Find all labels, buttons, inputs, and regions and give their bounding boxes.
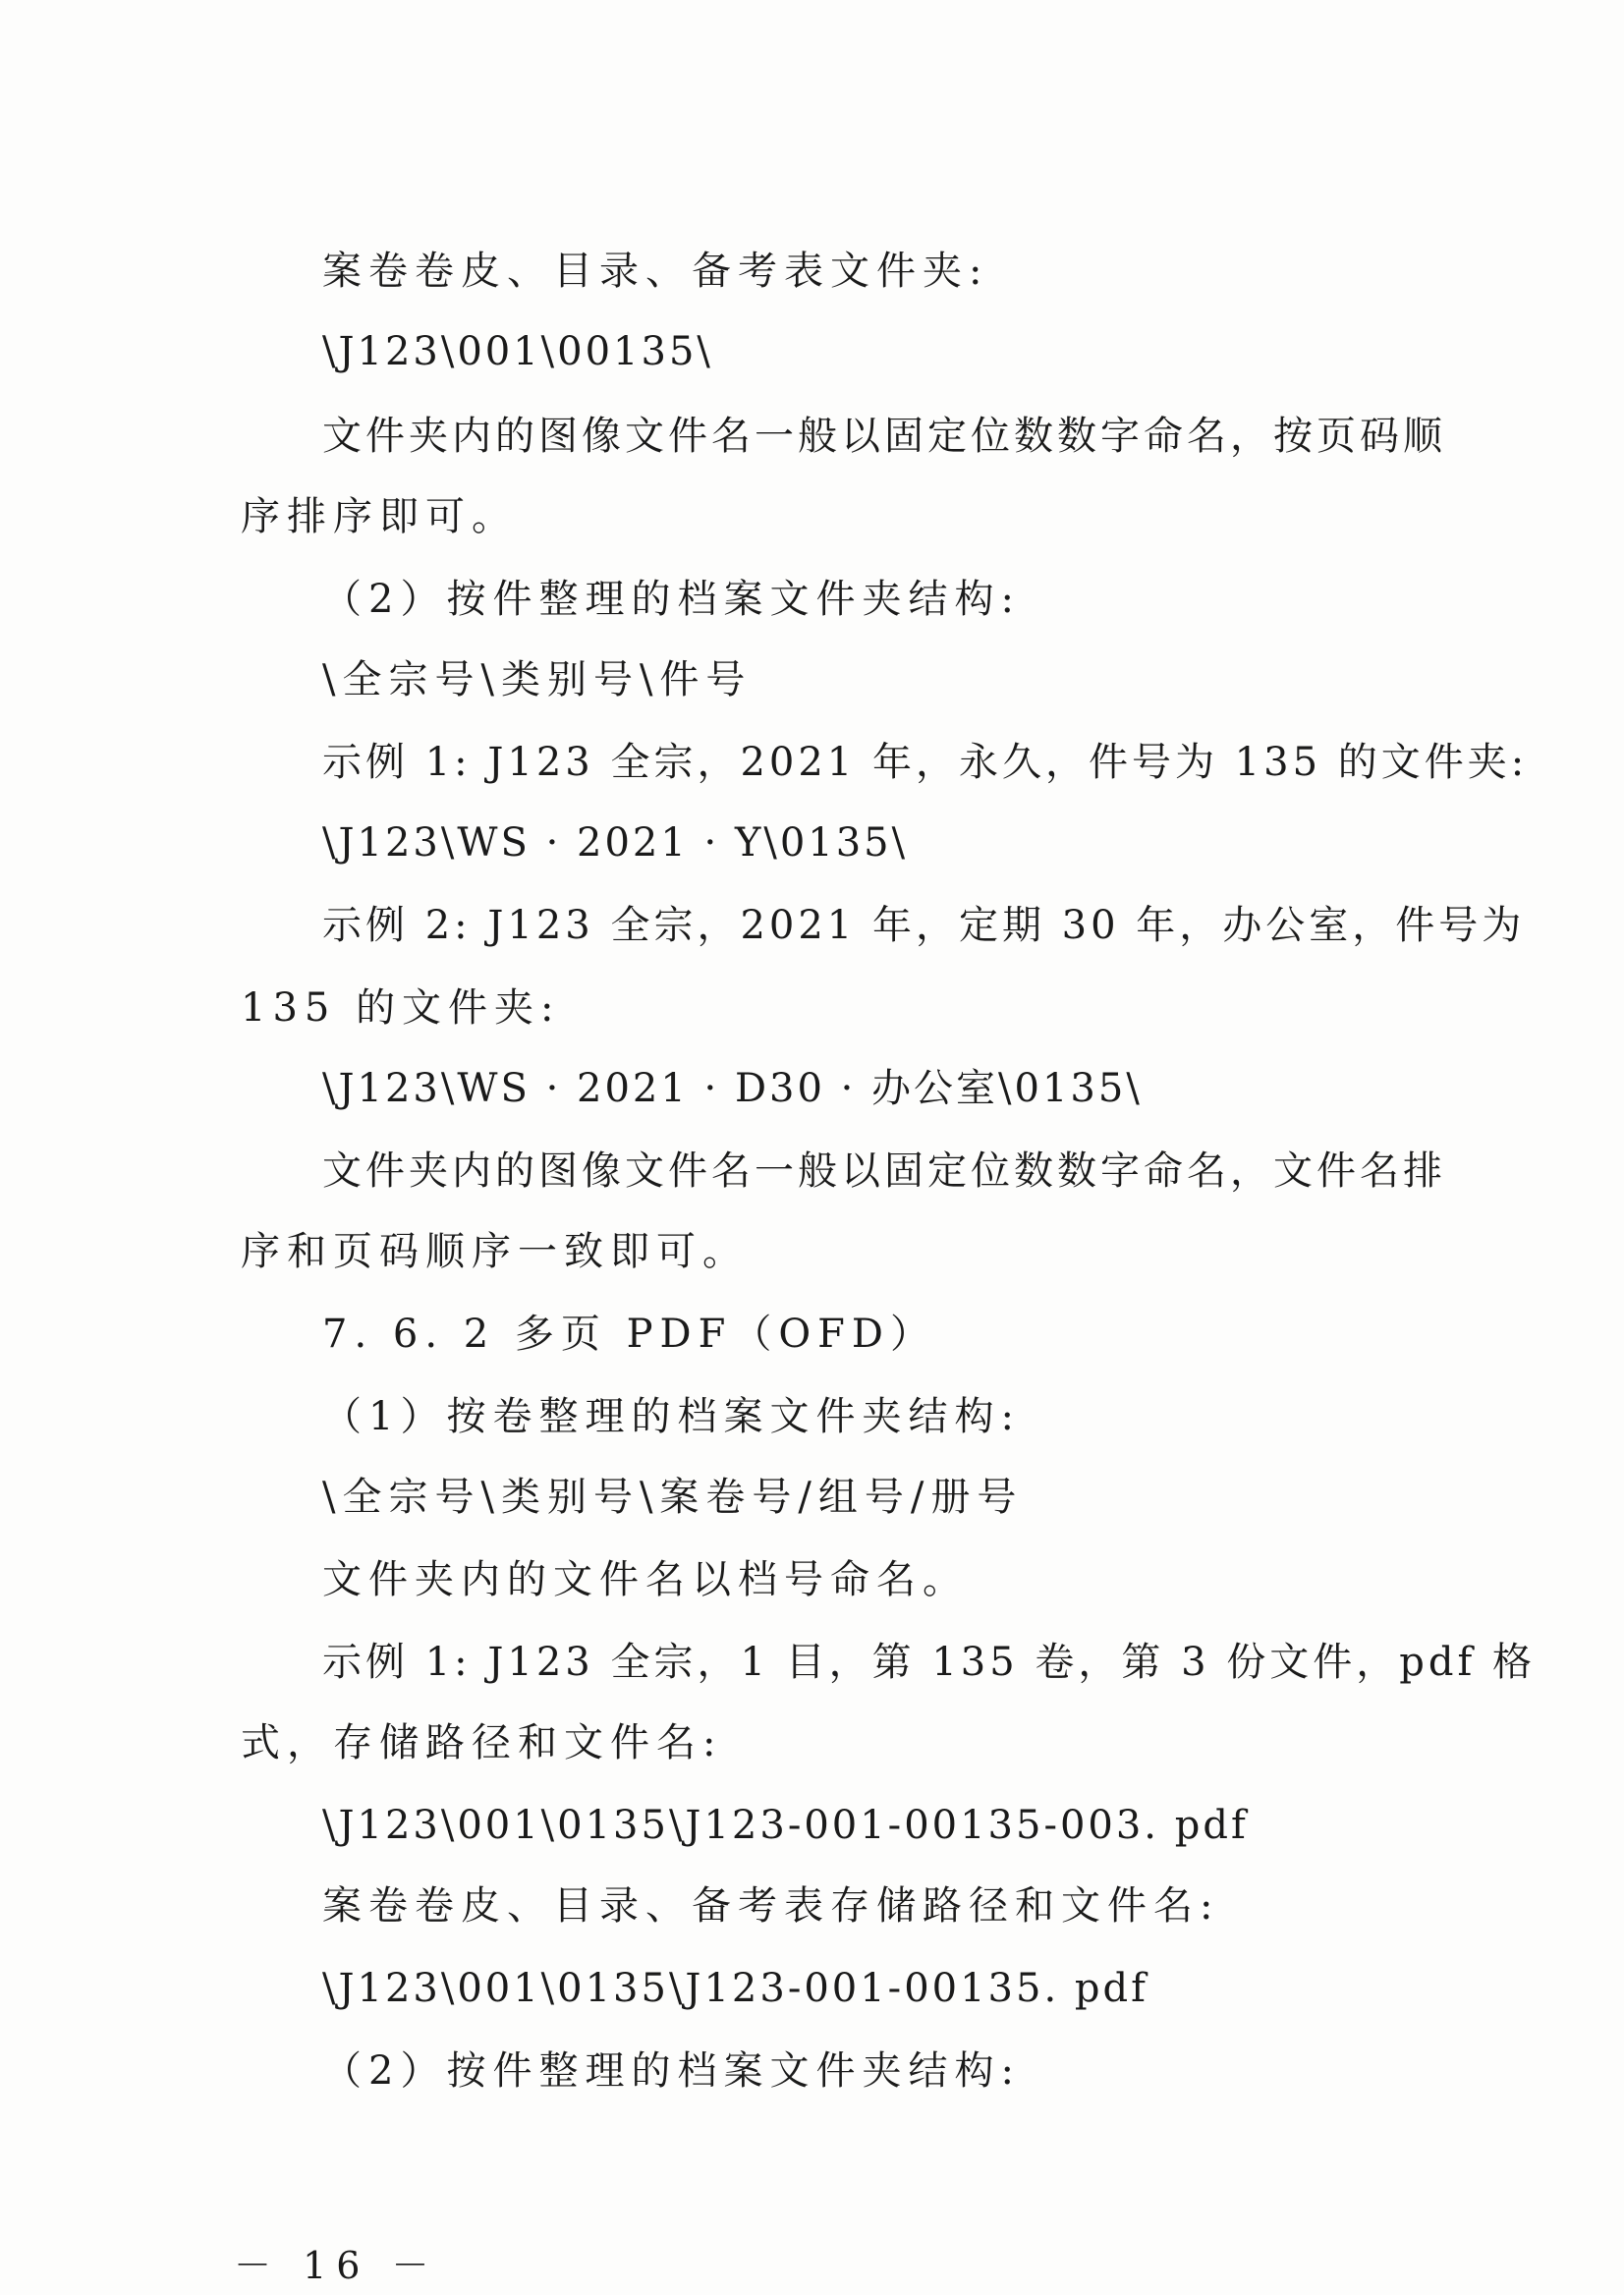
- path-line: \J123\001\00135\: [322, 329, 713, 374]
- text-line: 案卷卷皮、目录、备考表存储路径和文件名:: [322, 1883, 1220, 1929]
- text-line: 文件夹内的图像文件名一般以固定位数数字命名，文件名排: [322, 1148, 1446, 1194]
- path-line: \全宗号\类别号\件号: [322, 657, 753, 702]
- text-line: 文件夹内的图像文件名一般以固定位数数字命名，按页码顺: [322, 414, 1446, 459]
- path-line: \J123\WS · 2021 · Y\0135\: [322, 820, 909, 866]
- text-line: 示例 2: J123 全宗，2021 年，定期 30 年，办公室，件号为: [322, 903, 1526, 948]
- text-line: 案卷卷皮、目录、备考表文件夹:: [322, 249, 989, 294]
- text-line: 示例 1: J123 全宗，2021 年，永久，件号为 135 的文件夹:: [322, 740, 1529, 785]
- text-line: 文件夹内的文件名以档号命名。: [322, 1557, 969, 1602]
- text-line: 序和页码顺序一致即可。: [241, 1229, 749, 1274]
- text-line: （2）按件整理的档案文件夹结构:: [322, 2048, 1021, 2094]
- section-heading: 7. 6. 2 多页 PDF（OFD）: [322, 1312, 936, 1357]
- page-number: － 16 －: [234, 2244, 439, 2287]
- path-line: \全宗号\类别号\案卷号/组号/册号: [322, 1475, 1024, 1520]
- path-line: \J123\001\0135\J123-001-00135-003. pdf: [322, 1803, 1249, 1848]
- text-line: 示例 1: J123 全宗，1 目，第 135 卷，第 3 份文件，pdf 格: [322, 1640, 1537, 1685]
- path-line: \J123\WS · 2021 · D30 · 办公室\0135\: [322, 1066, 1143, 1111]
- text-line: （1）按卷整理的档案文件夹结构:: [322, 1394, 1021, 1439]
- text-line: 式，存储路径和文件名:: [241, 1720, 723, 1765]
- path-line: \J123\001\0135\J123-001-00135. pdf: [322, 1966, 1148, 2011]
- text-line: 135 的文件夹:: [241, 985, 561, 1031]
- text-line: （2）按件整理的档案文件夹结构:: [322, 577, 1021, 622]
- text-line: 序排序即可。: [241, 494, 518, 539]
